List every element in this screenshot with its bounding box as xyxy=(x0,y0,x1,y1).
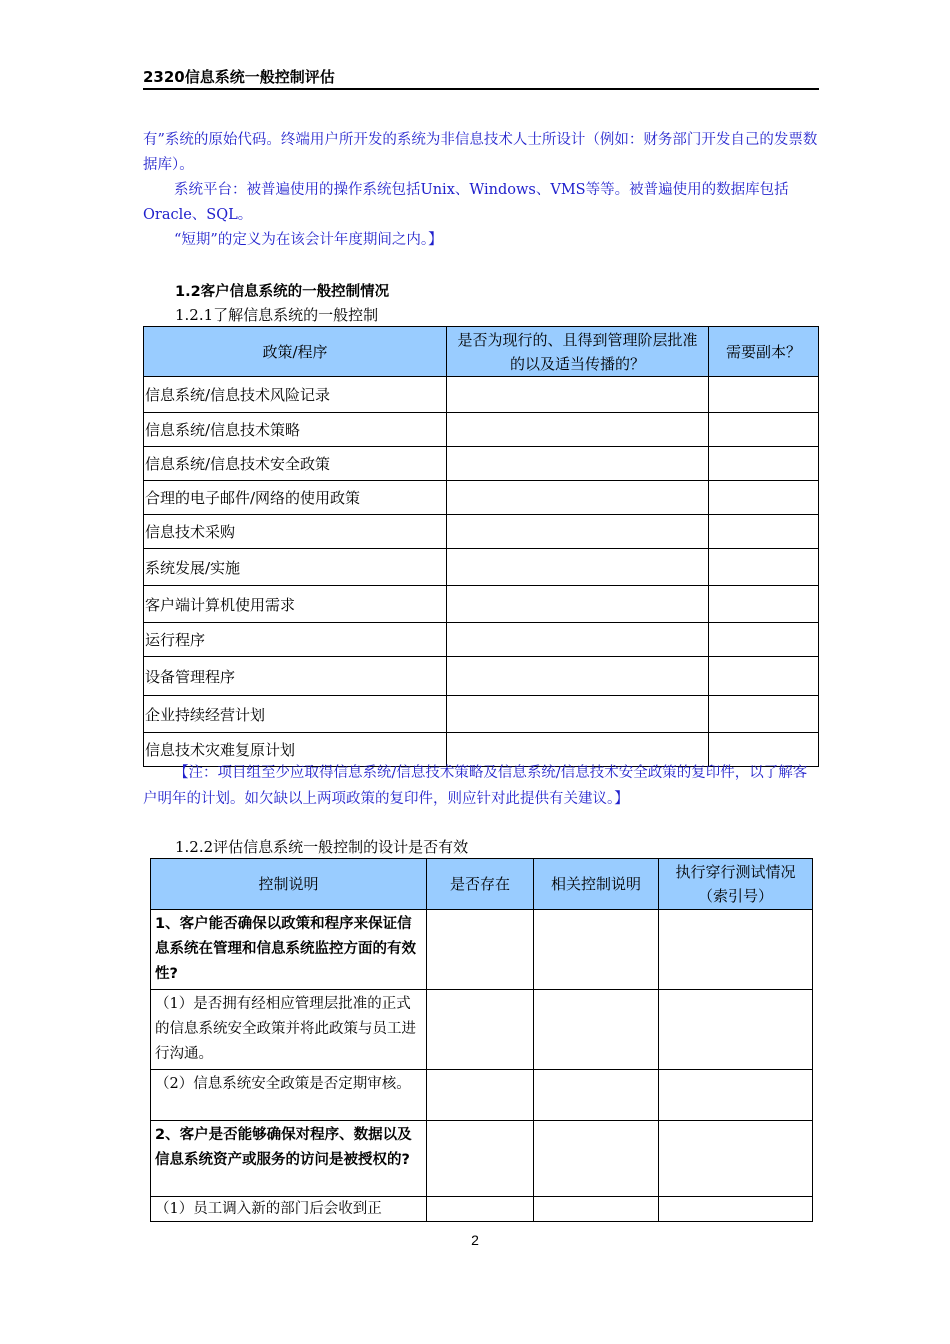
table-row xyxy=(151,910,813,990)
cell-copy[interactable] xyxy=(709,586,819,623)
policy-name: 信息技术灾难复原计划 xyxy=(144,733,447,767)
cell-exists[interactable] xyxy=(427,1121,534,1197)
cell-related[interactable] xyxy=(534,1197,659,1222)
table-row xyxy=(151,1070,813,1121)
cell-exists[interactable] xyxy=(427,990,534,1070)
cell-related[interactable] xyxy=(534,910,659,990)
cell-approved[interactable] xyxy=(447,413,709,447)
control-item-2: 2、客户是否能够确保对程序、数据以及信息系统资产或服务的访问是被授权的? xyxy=(151,1121,427,1197)
cell-exists[interactable] xyxy=(427,910,534,990)
section-1-2-title: 1.2客户信息系统的一般控制情况 xyxy=(175,284,390,300)
intro-paragraph-2: 系统平台：被普遍使用的操作系统包括Unix、Windows、VMS等等。被普遍使用的数据库包括Oracle、SQL。 xyxy=(143,182,789,223)
control-item-1-1: （1）是否拥有经相应管理层批准的正式的信息系统安全政策并将此政策与员工进行沟通。 xyxy=(151,990,427,1070)
table-row xyxy=(151,990,813,1070)
cell-walkthrough[interactable] xyxy=(659,1197,813,1222)
cell-copy[interactable] xyxy=(709,657,819,696)
cell-exists[interactable] xyxy=(427,1197,534,1222)
table-row xyxy=(144,696,819,733)
cell-approved[interactable] xyxy=(447,447,709,481)
policy-name: 企业持续经营计划 xyxy=(144,696,447,733)
cell-approved[interactable] xyxy=(447,377,709,413)
table-row xyxy=(144,413,819,447)
cell-exists[interactable] xyxy=(427,1070,534,1121)
header-title: 2320信息系统一般控制评估 xyxy=(143,68,335,86)
header-copy-needed: 需要副本？ xyxy=(709,327,819,377)
header-related-control: 相关控制说明 xyxy=(534,859,659,910)
cell-related[interactable] xyxy=(534,1121,659,1197)
cell-walkthrough[interactable] xyxy=(659,990,813,1070)
section-1-2-2-title: 1.2.2评估信息系统一般控制的设计是否有效 xyxy=(175,838,469,856)
policy-name: 系统发展/实施 xyxy=(144,549,447,586)
control-item-1-2: （2）信息系统安全政策是否定期审核。 xyxy=(151,1070,427,1121)
cell-approved[interactable] xyxy=(447,623,709,657)
cell-related[interactable] xyxy=(534,1070,659,1121)
table-row xyxy=(144,515,819,549)
cell-walkthrough[interactable] xyxy=(659,1121,813,1197)
policy-table-header xyxy=(144,327,819,377)
table-row xyxy=(144,549,819,586)
cell-copy[interactable] xyxy=(709,515,819,549)
cell-approved[interactable] xyxy=(447,696,709,733)
policy-name: 设备管理程序 xyxy=(144,657,447,696)
cell-related[interactable] xyxy=(534,990,659,1070)
table-row xyxy=(144,481,819,515)
cell-approved[interactable] xyxy=(447,515,709,549)
policy-name: 信息系统/信息技术安全政策 xyxy=(144,447,447,481)
policy-name: 运行程序 xyxy=(144,623,447,657)
header-approved: 是否为现行的、且得到管理阶层批准的以及适当传播的？ xyxy=(447,327,709,377)
note-block xyxy=(143,760,819,812)
cell-copy[interactable] xyxy=(709,447,819,481)
intro-paragraph-1: 有”系统的原始代码。终端用户所开发的系统为非信息技术人士所设计（例如：财务部门开发自己的发票数据库）。 xyxy=(143,132,818,173)
table-row xyxy=(144,586,819,623)
control-table-header xyxy=(151,859,813,910)
table-row xyxy=(151,1197,813,1222)
header-control-desc: 控制说明 xyxy=(151,859,427,910)
table-row xyxy=(144,623,819,657)
control-item-1: 1、客户能否确保以政策和程序来保证信息系统在管理和信息系统监控方面的有效性? xyxy=(151,910,427,990)
cell-copy[interactable] xyxy=(709,413,819,447)
cell-copy[interactable] xyxy=(709,481,819,515)
header-policy: 政策/程序 xyxy=(144,327,447,377)
cell-approved[interactable] xyxy=(447,657,709,696)
policy-name: 信息技术采购 xyxy=(144,515,447,549)
cell-copy[interactable] xyxy=(709,377,819,413)
policy-name: 信息系统/信息技术策略 xyxy=(144,413,447,447)
cell-walkthrough[interactable] xyxy=(659,910,813,990)
policy-name: 信息系统/信息技术风险记录 xyxy=(144,377,447,413)
section-1-2-1-title: 1.2.1了解信息系统的一般控制 xyxy=(175,306,379,324)
cell-approved[interactable] xyxy=(447,586,709,623)
table-row xyxy=(144,447,819,481)
policy-name: 客户端计算机使用需求 xyxy=(144,586,447,623)
cell-copy[interactable] xyxy=(709,696,819,733)
table-row xyxy=(151,1121,813,1197)
policy-name: 合理的电子邮件/网络的使用政策 xyxy=(144,481,447,515)
note-text: 【注：项目组至少应取得信息系统/信息技术策略及信息系统/信息技术安全政策的复印件，以了解客户明年的计划。如欠缺以上两项政策的复印件，则应针对此提供有关建议。】 xyxy=(143,765,808,807)
header-walkthrough: 执行穿行测试情况（索引号） xyxy=(659,859,813,910)
policy-table xyxy=(143,326,819,767)
table-row xyxy=(144,377,819,413)
cell-copy[interactable] xyxy=(709,549,819,586)
intro-paragraph-3: “短期”的定义为在该会计年度期间之内。】 xyxy=(174,232,443,248)
control-table xyxy=(150,858,813,1222)
cell-copy[interactable] xyxy=(709,623,819,657)
control-item-2-1: （1）员工调入新的部门后会收到正 xyxy=(151,1197,427,1222)
header-exists: 是否存在 xyxy=(427,859,534,910)
cell-walkthrough[interactable] xyxy=(659,1070,813,1121)
table-row xyxy=(144,657,819,696)
page-header xyxy=(143,66,819,90)
intro-text xyxy=(143,128,819,253)
cell-approved[interactable] xyxy=(447,481,709,515)
cell-approved[interactable] xyxy=(447,549,709,586)
page-number: 2 xyxy=(471,1232,479,1248)
